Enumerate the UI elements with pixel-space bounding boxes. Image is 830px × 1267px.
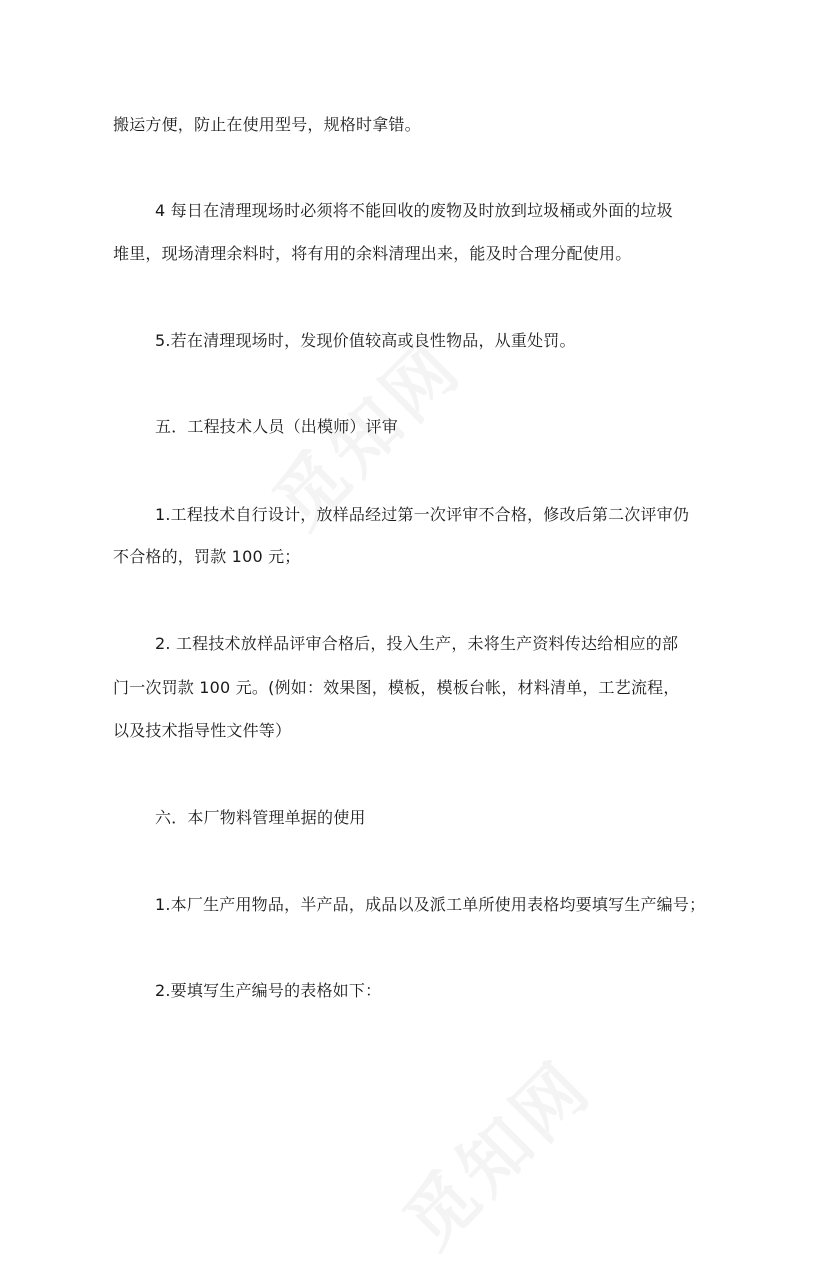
section-heading-5: 五．工程技术人员（出模师）评审 bbox=[155, 417, 399, 436]
text-line-12: 1.本厂生产用物品，半产品，成品以及派工单所使用表格均要填写生产编号； bbox=[155, 895, 706, 914]
section-heading-6: 六．本厂物料管理单据的使用 bbox=[155, 808, 366, 827]
text-line-3: 堆里，现场清理余料时，将有用的余料清理出来，能及时合理分配使用。 bbox=[113, 244, 632, 263]
text-line-2: 4 每日在清理现场时必须将不能回收的废物及时放到垃圾桶或外面的垃圾 bbox=[155, 201, 673, 220]
watermark-bottom bbox=[378, 1034, 611, 1267]
text-line-4: 5.若在清理现场时，发现价值较高或良性物品，从重处罚。 bbox=[155, 331, 576, 350]
text-line-9: 门一次罚款 100 元。(例如：效果图，模板，模板台帐，材料清单，工艺流程， bbox=[113, 678, 680, 697]
text-line-1: 搬运方便，防止在使用型号，规格时拿错。 bbox=[113, 115, 421, 134]
text-line-13: 2.要填写生产编号的表格如下： bbox=[155, 981, 382, 1000]
text-line-6: 1.工程技术自行设计，放样品经过第一次评审不合格，修改后第二次评审仍 bbox=[155, 505, 690, 524]
text-line-7: 不合格的，罚款 100 元； bbox=[113, 547, 301, 566]
text-line-10: 以及技术指导性文件等） bbox=[113, 721, 292, 740]
text-line-8: 2. 工程技术放样品评审合格后，投入生产，未将生产资料传达给相应的部 bbox=[155, 634, 679, 653]
